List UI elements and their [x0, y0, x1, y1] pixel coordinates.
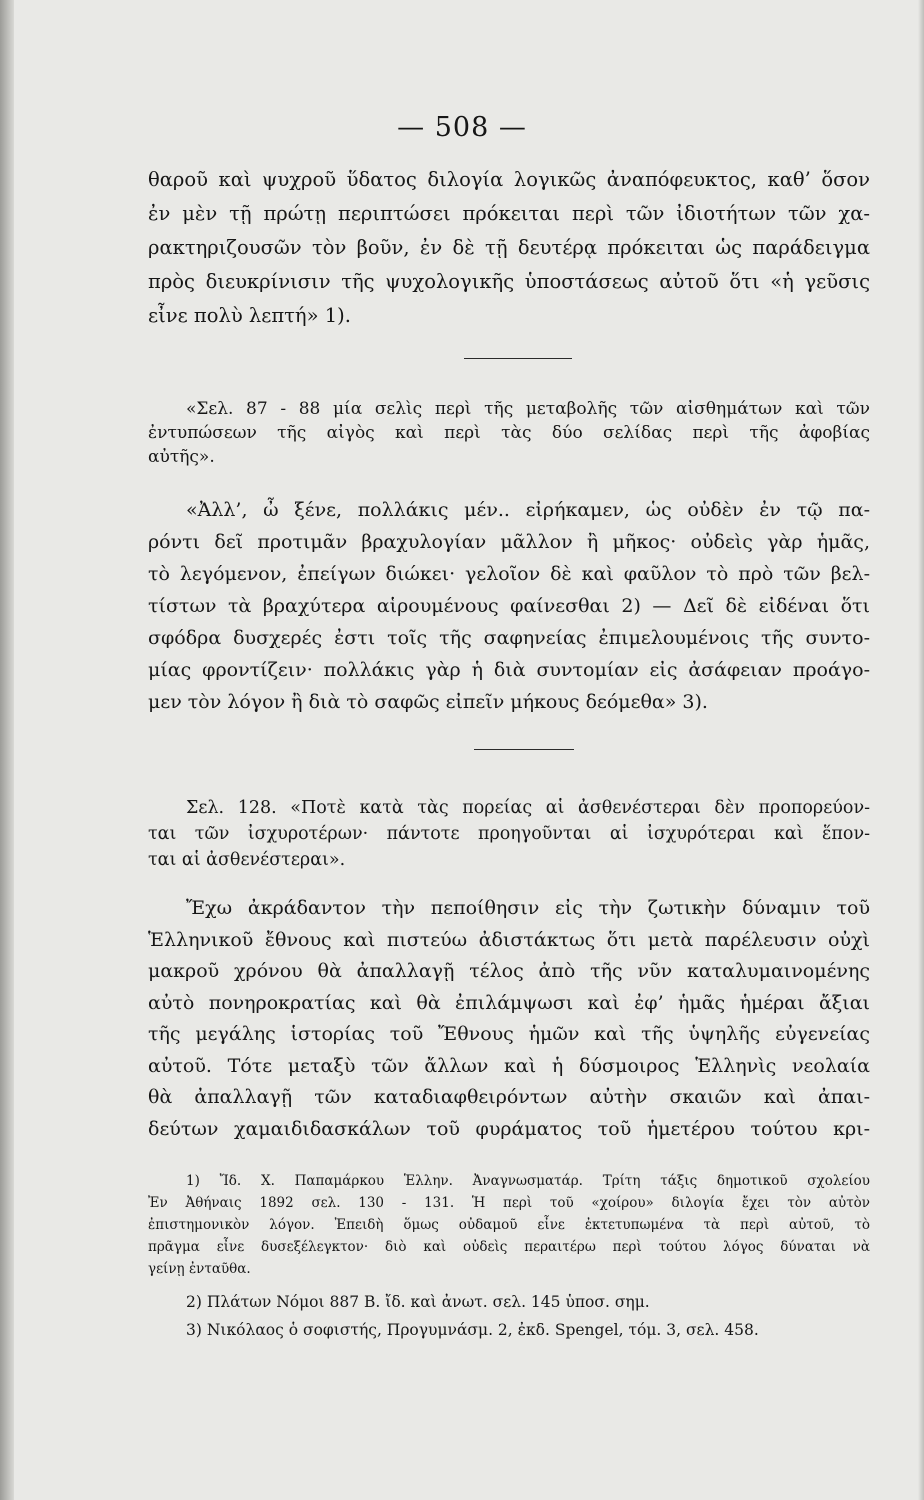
section-divider — [464, 358, 572, 359]
text-line: θὰ ἀπαλλαγῇ τῶν καταδιαφθειρόντων αὐτὴν σκαιῶν καὶ ἀπαι- — [148, 1086, 870, 1108]
text-line: μακροῦ χρόνου θὰ ἀπαλλαγῇ τέλος ἀπὸ τῆς νῦν καταλυμαινομένης — [148, 960, 870, 982]
page-binding-shadow — [0, 0, 14, 1500]
footnote-spacer — [148, 1280, 870, 1288]
footnote-1-line: 1) Ἴδ. Χ. Παπαμάρκου Ἑλλην. Ἀναγνωσματάρ. Τρίτη τάξις δημοτικοῦ σχολείου — [186, 1173, 870, 1189]
paragraph-1 — [148, 163, 870, 333]
text-line: μίας φροντίζειν· πολλάκις γὰρ ἡ διὰ συντομίαν εἰς ἀσάφειαν προάγο- — [148, 659, 870, 681]
footnote-1-line: Ἐν Ἀθήναις 1892 σελ. 130 - 131. Ἡ περὶ τοῦ «χοίρου» διλογία ἔχει τὸν αὐτὸν — [148, 1195, 870, 1211]
text-line: ται τῶν ἰσχυροτέρων· πάντοτε προηγοῦνται αἱ ἰσχυρότεραι καὶ ἕπον- — [148, 824, 870, 844]
text-line: Σελ. 128. «Ποτὲ κατὰ τὰς πορείας αἱ ἀσθενέστεραι δὲν προπορεύον- — [186, 798, 870, 818]
footnote-1-line: ἐπιστημονικὸν λόγον. Ἐπειδὴ ὅμως οὐδαμοῦ εἶνε ἐκτετυπωμένα τὰ περὶ αὐτοῦ, τὸ — [148, 1217, 870, 1233]
text-line: ρόντι δεῖ προτιμᾶν βραχυλογίαν μᾶλλον ἢ μῆκος· οὐδεὶς γὰρ ἡμᾶς, — [148, 531, 870, 553]
footnote-3: 3) Νικόλαος ὁ σοφιστής, Προγυμνάσμ. 2, ἐκδ. Spengel, τόμ. 3, σελ. 458. — [186, 1321, 759, 1339]
text-line: αὐτὸ πονηροκρατίας καὶ θὰ ἐπιλάμψωσι καὶ ἐφ’ ἡμᾶς ἡμέραι ἄξιαι — [148, 991, 870, 1014]
text-line: ἐντυπώσεων τῆς αἰγὸς καὶ περὶ τὰς δύο σελίδας περὶ τῆς ἀφοβίας — [148, 423, 870, 443]
text-line: Ἔχω ἀκράδαντον τὴν πεποίθησιν εἰς τὴν ζωτικὴν δύναμιν τοῦ — [186, 897, 870, 919]
text-line: Ἑλληνικοῦ ἔθνους καὶ πιστεύω ἀδιστάκτως ὅτι μετὰ παρέλευσιν οὐχὶ — [148, 928, 870, 951]
text-line: μεν τὸν λόγον ἢ διὰ τὸ σαφῶς εἰπεῖν μήκους δεόμεθα» 3). — [148, 691, 708, 713]
paragraph-3-quote — [148, 494, 870, 718]
footnote-1-line: γείνῃ ἐνταῦθα. — [148, 1261, 251, 1277]
text-line: «Σελ. 87 - 88 μία σελὶς περὶ τῆς μεταβολῆς τῶν αἰσθημάτων καὶ τῶν — [186, 399, 870, 419]
text-line: ται αἱ ἀσθενέστεραι». — [148, 850, 346, 870]
text-line: τῆς μεγάλης ἱστορίας τοῦ Ἔθνους ἡμῶν καὶ τῆς ὑψηλῆς εὐγενείας — [148, 1023, 870, 1045]
text-line: θαροῦ καὶ ψυχροῦ ὕδατος διλογία λογικῶς ἀναπόφευκτος, καθ’ ὅσον — [148, 168, 870, 191]
paragraph-4-quote — [148, 795, 870, 873]
text-line: εἶνε πολὺ λεπτή» 1). — [148, 304, 351, 327]
text-line: ρακτηριζουσῶν τὸν βοῦν, ἐν δὲ τῇ δευτέρᾳ πρόκειται ὡς παράδειγμα — [148, 236, 870, 259]
paragraph-5 — [148, 893, 870, 1145]
text-line: «Ἀλλ’, ὦ ξένε, πολλάκις μέν.. εἰρήκαμεν, ὡς οὐδὲν ἐν τῷ πα- — [186, 499, 870, 521]
paragraph-2-quote — [148, 397, 870, 469]
text-line: δεύτων χαμαιδιδασκάλων τοῦ φυράματος τοῦ ἡμετέρου τούτου κρι- — [148, 1117, 870, 1140]
text-line: ἐν μὲν τῇ πρώτῃ περιπτώσει πρόκειται περὶ τῶν ἰδιοτήτων τῶν χα- — [148, 202, 870, 225]
footnote-2: 2) Πλάτων Νόμοι 887 Β. ἴδ. καὶ ἀνωτ. σελ. 145 ὑποσ. σημ. — [186, 1293, 650, 1311]
section-divider — [474, 749, 574, 750]
text-line: σφόδρα δυσχερές ἐστι τοῖς τῆς σαφηνείας ἐπιμελουμένοις τῆς συντο- — [148, 627, 870, 649]
page-number: — 508 — — [397, 112, 527, 143]
footnotes — [148, 1170, 870, 1344]
text-line: πρὸς διευκρίνισιν τῆς ψυχολογικῆς ὑποστάσεως αὐτοῦ ὅτι «ἡ γεῦσις — [148, 270, 870, 293]
text-line: τὸ λεγόμενον, ἐπείγων διώκει· γελοῖον δὲ καὶ φαῦλον τὸ πρὸ τῶν βελ- — [148, 563, 870, 585]
text-line: τίστων τὰ βραχύτερα αἱρουμένους φαίνεσθαι 2) — Δεῖ δὲ εἰδέναι ὅτι — [148, 595, 870, 617]
page-right-edge — [918, 0, 924, 1500]
text-line: αὐτοῦ. Τότε μεταξὺ τῶν ἄλλων καὶ ἡ δύσμοιρος Ἑλληνὶς νεολαία — [148, 1054, 870, 1077]
footnote-1-line: πρᾶγμα εἶνε δυσεξέλεγκτον· διὸ καὶ οὐδεὶς περαιτέρω περὶ τούτου λόγος δύναται νὰ — [148, 1239, 870, 1255]
text-line: αὐτῆς». — [148, 447, 215, 467]
